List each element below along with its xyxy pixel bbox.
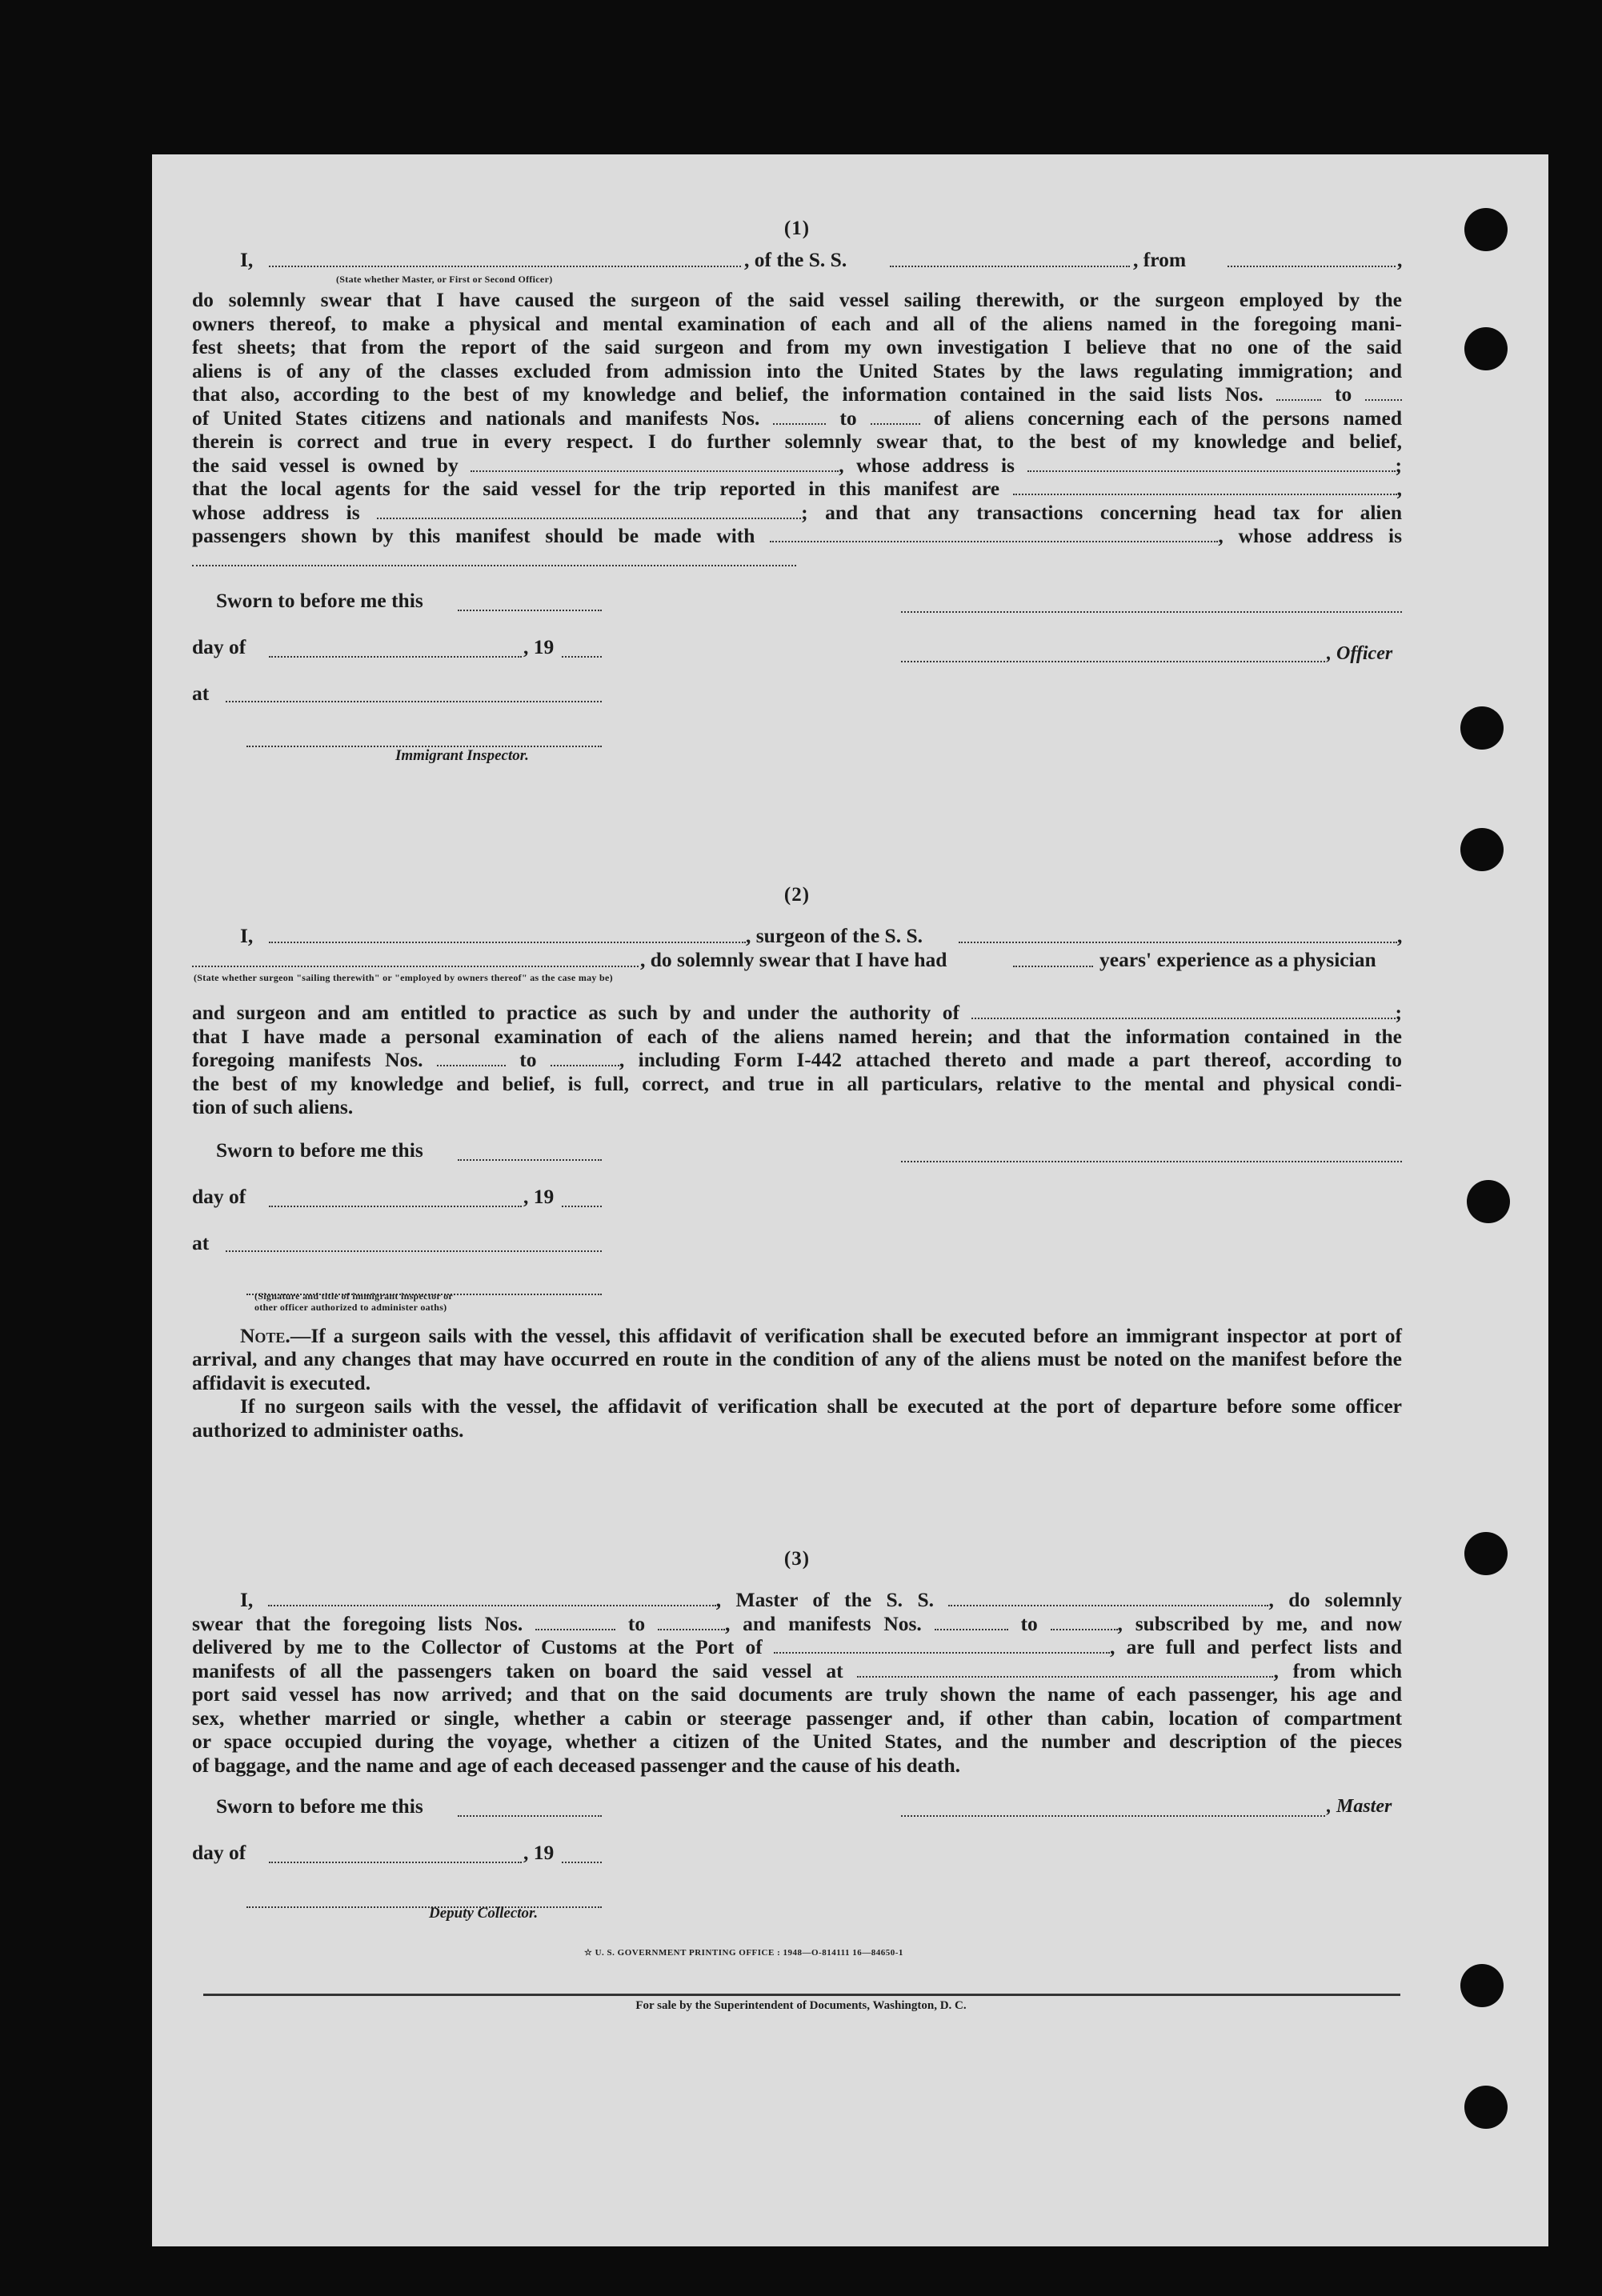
port-of-arrival-field[interactable] [774, 1638, 1110, 1654]
deputy-collector-signature-field[interactable] [246, 1892, 602, 1908]
note-text: —If a surgeon sails with the vessel, this affidavit of verification shall be executed before an immigrant inspector at port of arrival, and any changes that may have occurred en route in the condition of any of the aliens must be noted on the manifest before the affidavit is executed. [192, 1323, 1402, 1394]
punch-hole [1464, 1532, 1508, 1575]
verification-note [192, 1324, 1402, 1442]
sworn-month-field[interactable] [269, 642, 522, 658]
signature-caption-line2: other officer authorized to administer oaths) [254, 1301, 447, 1313]
sworn-day-field[interactable] [458, 1145, 602, 1161]
vessel-name-field[interactable] [948, 1590, 1268, 1606]
field-instruction: (State whether surgeon "sailing therewith" or "employed by owners thereof" as the case may be) [194, 972, 613, 983]
for-sale-notice: For sale by the Superintendent of Documents, Washington, D. C. [635, 1999, 967, 2012]
port-from-field[interactable] [1228, 251, 1396, 267]
manifest-number-to-field[interactable] [871, 409, 920, 425]
punch-hole [1460, 828, 1504, 871]
head-tax-contact-field[interactable] [770, 526, 1218, 542]
officer-name-field[interactable] [269, 251, 741, 267]
sworn-year-field[interactable] [562, 1191, 602, 1207]
sworn-month-field[interactable] [269, 1191, 522, 1207]
owner-address-field[interactable] [1027, 456, 1396, 472]
signature-block-3: Sworn to before me this , Master day of , 19 Deputy Collector. [192, 1794, 1392, 1922]
vessel-name-field[interactable] [959, 927, 1397, 943]
list-number-to-field[interactable] [658, 1614, 725, 1630]
officer-signature-field[interactable] [901, 597, 1402, 613]
signature-block-2: Sworn to before me this day of , 19 at (Signature and title of immigrant inspector or other officer authorized to administer oaths) [192, 1132, 1402, 1313]
list-number-from-field[interactable] [535, 1614, 615, 1630]
master-label: , Master [1327, 1796, 1392, 1817]
oath-first-line: I, , of the S. S. , from , (State whether Master, or First or Second Officer) [240, 248, 1403, 285]
punch-hole [1464, 327, 1508, 370]
agents-address-field[interactable] [377, 503, 801, 519]
local-agents-field[interactable] [1013, 479, 1397, 495]
section-2 [192, 884, 1402, 1442]
sworn-year-field[interactable] [562, 1847, 602, 1863]
inspector-signature-field[interactable] [246, 731, 602, 747]
punch-hole [1464, 2086, 1508, 2129]
note-text-2: If no surgeon sails with the vessel, the affidavit of verification shall be executed at the port of departure before some officer authorized to administer oaths. [192, 1394, 1402, 1442]
sworn-day-field[interactable] [458, 595, 602, 611]
section-1 [192, 218, 1402, 770]
manifest-number-from-field[interactable] [773, 409, 826, 425]
sworn-year-field[interactable] [562, 642, 602, 658]
master-oath-text: I, , Master of the S. S. , do solemnly swear that the foregoing lists Nos. to , and manifests Nos. to , subscribed by me, and now delivered by me to the Collector of Customs at the Port of , are full and perfect lists and manifests of all the passengers taken on board the said vessel at , from which port said vessel has now arrived; and that on the said documents are truly shown the name of each passenger, his age and sex, whether married or single, whether a cabin or steerage passenger and, if other than cabin, location of compartment or space occupied during the voyage, whether a citizen of the United States, and the number and description of the pieces of baggage, and the name and age of each deceased passenger and the cause of his death. [192, 1588, 1402, 1777]
section-number: (1) [783, 218, 811, 239]
authority-field[interactable] [971, 1003, 1396, 1019]
manifest-number-to-field[interactable] [551, 1050, 619, 1066]
surgeon-signature-field[interactable] [901, 1146, 1402, 1162]
master-name-field[interactable] [268, 1590, 716, 1606]
surgeon-first-lines: I, , surgeon of the S. S. , , do solemnly swear that I have had years' experience as a physician (State whether surgeon "sailing therewith" or "employed by owners thereof" as the case may be) [194, 924, 1403, 983]
surgeon-status-field[interactable] [192, 951, 639, 967]
list-number-from-field[interactable] [1276, 385, 1321, 401]
surgeon-name-field[interactable] [269, 927, 746, 943]
years-experience-field[interactable] [1013, 951, 1093, 967]
field-instruction: (State whether Master, or First or Second Officer) [336, 274, 553, 285]
signature-caption-line1: (Signature and title of immigrant inspector or [254, 1290, 454, 1302]
section-3 [192, 1548, 1402, 1922]
port-of-embarkation-field[interactable] [857, 1662, 1273, 1678]
head-tax-address-field[interactable] [192, 550, 796, 566]
inspector-label: Immigrant Inspector. [395, 747, 529, 764]
sworn-month-field[interactable] [269, 1847, 522, 1863]
manifest-number-to-field[interactable] [1051, 1614, 1118, 1630]
section-number: (2) [783, 884, 811, 906]
surgeon-oath-text: and surgeon and am entitled to practice as such by and under the authority of ; that I have made a personal examination of each of the aliens named herein; and that the information contained in the foregoing manifests Nos. to , including Form I-442 attached thereto and made a part thereof, according to the best of my knowledge and belief, is full, correct, and true in all particulars, relative to the mental and physical condi- tion of such aliens. [192, 1001, 1402, 1118]
officer-title-field[interactable] [901, 646, 1325, 662]
officer-label: , Officer [1327, 643, 1393, 664]
sworn-place-field[interactable] [226, 686, 602, 702]
punch-hole [1467, 1180, 1510, 1223]
vessel-name-field[interactable] [890, 251, 1130, 267]
printer-imprint: ☆ U. S. GOVERNMENT PRINTING OFFICE : 1948—O-814111 16—84650-1 [584, 1948, 903, 1958]
master-signature-field[interactable] [901, 1801, 1325, 1817]
sworn-place-field[interactable] [226, 1236, 602, 1252]
punch-hole [1464, 208, 1508, 251]
manifest-number-from-field[interactable] [437, 1050, 506, 1066]
deputy-collector-label: Deputy Collector. [429, 1905, 539, 1922]
oath-text: do solemnly swear that I have caused the surgeon of the said vessel sailing therewith, or the surgeon employed by the owners thereof, to make a physical and mental examination of each and all of the aliens named in the foregoing mani- fest sheets; that from the report of the said surgeon and from my own investigation I believe that no one of the said aliens is of any of the classes excluded from admission into the United States by the laws regulating immigration; and that also, according to the best of my knowledge and belief, the information contained in the said lists Nos. to of United States citizens and nationals and manifests Nos. to of aliens concerning each of the persons named therein is correct and true in every respect. I do further solemnly swear that, to the best of my knowledge and belief, the said vessel is owned by , whose address is ; that the local agents for the said vessel for the trip reported in this manifest are , whose address is ; and that any transactions concerning head tax for alien passengers shown by this manifest should be made with , whose address is [192, 288, 1402, 571]
footer-rule [203, 1994, 1400, 1996]
sworn-day-field[interactable] [458, 1801, 602, 1817]
owner-field[interactable] [471, 456, 839, 472]
section-number: (3) [783, 1548, 811, 1570]
manifest-number-from-field[interactable] [935, 1614, 1008, 1630]
signature-block-1: Sworn to before me this day of , 19 , Officer at Immigrant Inspector. [192, 584, 1402, 770]
list-number-to-field[interactable] [1365, 385, 1402, 401]
punch-hole [1460, 706, 1504, 750]
note-label: Note. [240, 1323, 290, 1347]
